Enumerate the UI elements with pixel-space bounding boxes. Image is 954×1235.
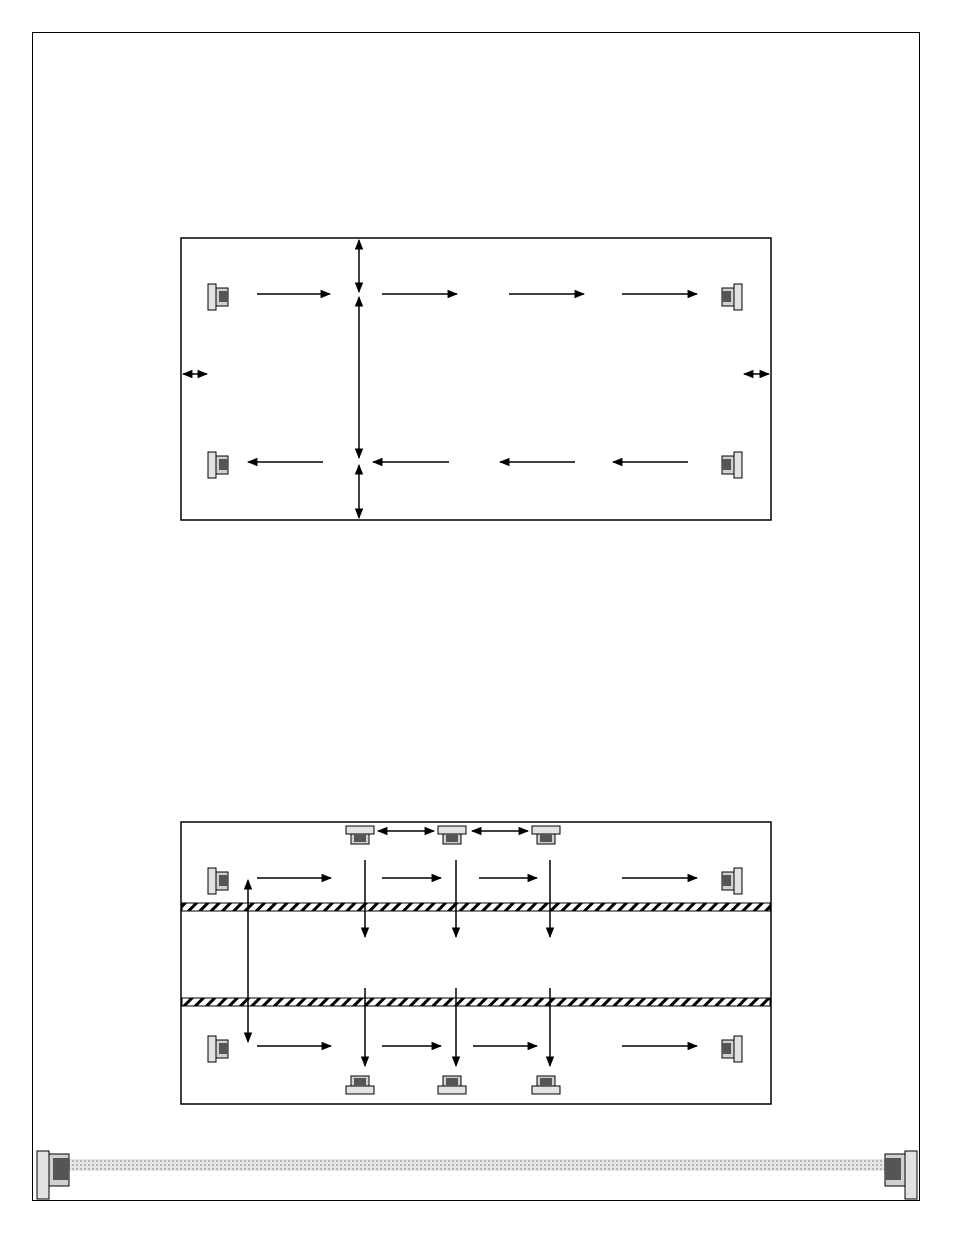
top-diagram <box>181 238 771 520</box>
barrier-upper <box>182 903 770 911</box>
speaker-front-left-icon <box>208 868 228 894</box>
rail-speaker-left-icon <box>37 1151 69 1199</box>
speaker-rear-left-icon <box>208 452 228 478</box>
speaker-front-right-icon <box>722 284 742 310</box>
speaker-front-left-icon <box>208 284 228 310</box>
barrier-lower <box>182 998 770 1006</box>
rail-speaker-right-icon <box>885 1151 917 1199</box>
footer-rail <box>37 1151 917 1199</box>
top-diagram-frame <box>181 238 771 520</box>
speaker-rail-bar <box>68 1159 888 1171</box>
speaker-rear-left-icon <box>208 1036 228 1062</box>
speaker-front-right-icon <box>722 868 742 894</box>
speaker-rear-right-icon <box>722 452 742 478</box>
bottom-diagram <box>181 822 771 1104</box>
bottom-diagram-frame <box>181 822 771 1104</box>
speaker-rear-right-icon <box>722 1036 742 1062</box>
